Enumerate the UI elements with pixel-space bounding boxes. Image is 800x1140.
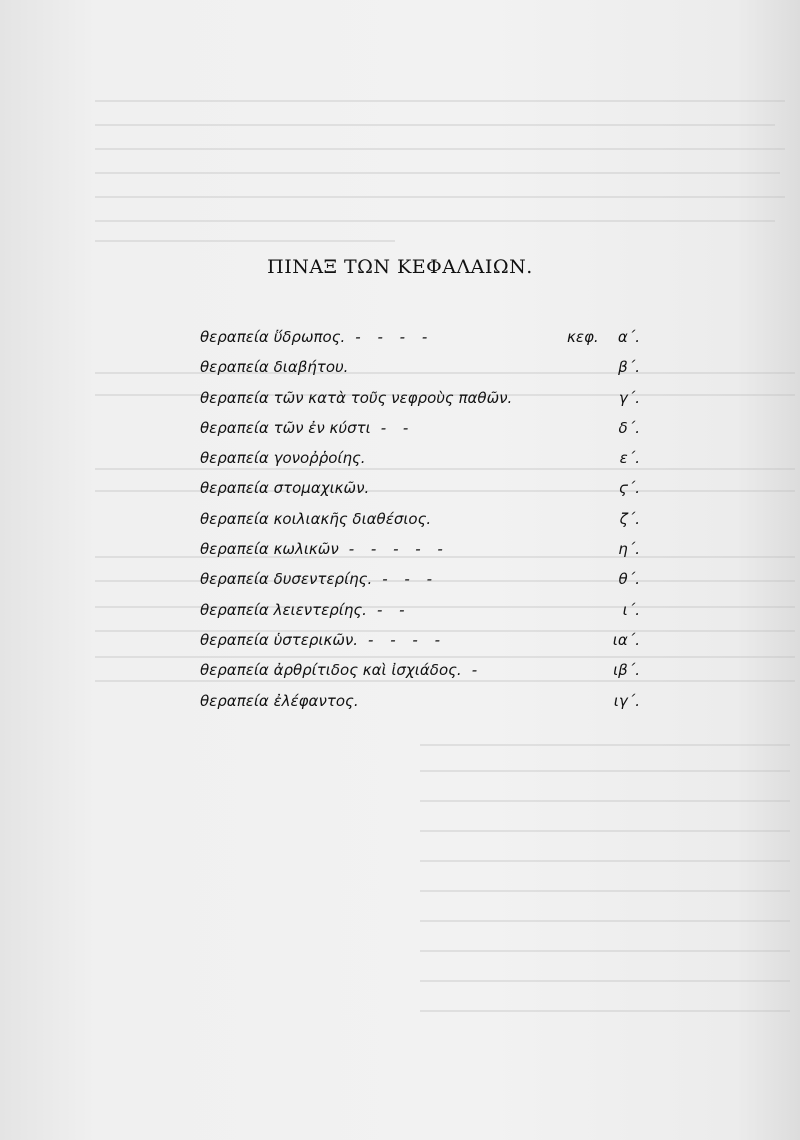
bleed-through-line xyxy=(420,770,790,772)
toc-row xyxy=(200,358,640,388)
toc-chapter-number: δ΄. xyxy=(618,418,640,437)
toc-dashes: - - xyxy=(376,600,411,619)
bleed-through-line xyxy=(95,196,785,198)
toc-entry xyxy=(200,419,414,437)
bleed-through-line xyxy=(95,220,775,222)
toc-row xyxy=(200,540,640,570)
bleed-through-line xyxy=(95,240,395,242)
toc-label: θεραπεία τῶν κατὰ τοῦς νεφροὺς παθῶν. xyxy=(200,388,513,407)
chapter-abbreviation: κεφ. xyxy=(567,328,599,346)
toc-label: θεραπεία κωλικῶν xyxy=(200,540,339,559)
toc-label: θεραπεία ἐλέφαντος. xyxy=(200,691,359,710)
toc-row xyxy=(200,449,640,479)
toc-entry xyxy=(200,389,522,407)
table-of-contents xyxy=(200,328,640,722)
toc-chapter-number: α΄. xyxy=(617,328,640,346)
toc-label: θεραπεία κοιλιακῆς διαθέσιος. xyxy=(200,509,432,528)
page-title: ΠΙΝΑΞ ΤΩΝ ΚΕΦΑΛΑΙΩΝ. xyxy=(267,256,533,278)
toc-label: θεραπεία τῶν ἐν κύστι xyxy=(200,418,371,437)
toc-chapter-number: ϛ΄. xyxy=(618,479,640,498)
toc-row xyxy=(200,661,640,691)
toc-entry xyxy=(200,479,379,497)
toc-chapter-number: ια΄. xyxy=(612,630,640,649)
toc-row xyxy=(200,601,640,631)
toc-row xyxy=(200,389,640,419)
toc-entry xyxy=(200,631,446,649)
toc-label: θεραπεία γονοῤῥοίης. xyxy=(200,449,366,468)
toc-entry xyxy=(200,540,449,558)
bleed-through-line xyxy=(420,800,790,802)
toc-chapter-number: ιβ΄. xyxy=(613,661,640,680)
toc-label: θεραπεία λειεντερίης. xyxy=(200,600,367,619)
bleed-through-line xyxy=(420,950,790,952)
bleed-through-line xyxy=(420,830,790,832)
bleed-through-line xyxy=(95,124,775,126)
toc-dashes: - - xyxy=(380,418,415,437)
bleed-through-line xyxy=(420,860,790,862)
toc-row xyxy=(200,631,640,661)
toc-row xyxy=(200,692,640,722)
toc-label: θεραπεία διαβήτου. xyxy=(200,358,349,377)
bleed-through-line xyxy=(95,172,780,174)
toc-label: θεραπεία ὕδρωπος. xyxy=(200,328,346,346)
bleed-through-line xyxy=(420,890,790,892)
toc-entry xyxy=(200,328,433,346)
bleed-through-line xyxy=(420,920,790,922)
toc-entry xyxy=(200,510,441,528)
toc-chapter-number: θ΄. xyxy=(618,570,640,589)
toc-entry xyxy=(200,358,358,376)
toc-chapter-number: ζ΄. xyxy=(619,509,640,528)
toc-chapter-number: β΄. xyxy=(618,358,640,377)
bleed-through-line xyxy=(420,744,790,746)
toc-dashes: - - - - xyxy=(355,328,434,346)
bleed-through-line xyxy=(95,148,785,150)
toc-chapter-number: ι΄. xyxy=(622,600,640,619)
toc-label: θεραπεία ὑστερικῶν. xyxy=(200,630,359,649)
toc-chapter-number: γ΄. xyxy=(618,388,640,407)
toc-dashes: - - - - xyxy=(368,630,447,649)
toc-row xyxy=(200,328,640,358)
toc-entry xyxy=(200,661,483,679)
bleed-through-line xyxy=(95,100,785,102)
bleed-through-line xyxy=(420,980,790,982)
toc-row xyxy=(200,479,640,509)
toc-row xyxy=(200,570,640,600)
toc-label: θεραπεία ἀρθρίτιδος καὶ ἰσχιάδος. xyxy=(200,661,462,680)
toc-chapter-number: ιγ΄. xyxy=(613,691,640,710)
toc-dashes: - - - xyxy=(382,570,439,589)
toc-entry xyxy=(200,692,369,710)
toc-dashes: - xyxy=(471,661,484,680)
toc-entry xyxy=(200,570,438,588)
bleed-through-line xyxy=(420,1010,790,1012)
toc-row xyxy=(200,419,640,449)
toc-chapter-number: η΄. xyxy=(618,540,640,559)
toc-entry xyxy=(200,601,411,619)
toc-label: θεραπεία δυσεντερίης. xyxy=(200,570,373,589)
toc-label: θεραπεία στομαχικῶν. xyxy=(200,479,370,498)
toc-dashes: - - - - - xyxy=(348,540,449,559)
toc-chapter-number: ε΄. xyxy=(619,449,640,468)
toc-row xyxy=(200,510,640,540)
toc-entry xyxy=(200,449,376,467)
